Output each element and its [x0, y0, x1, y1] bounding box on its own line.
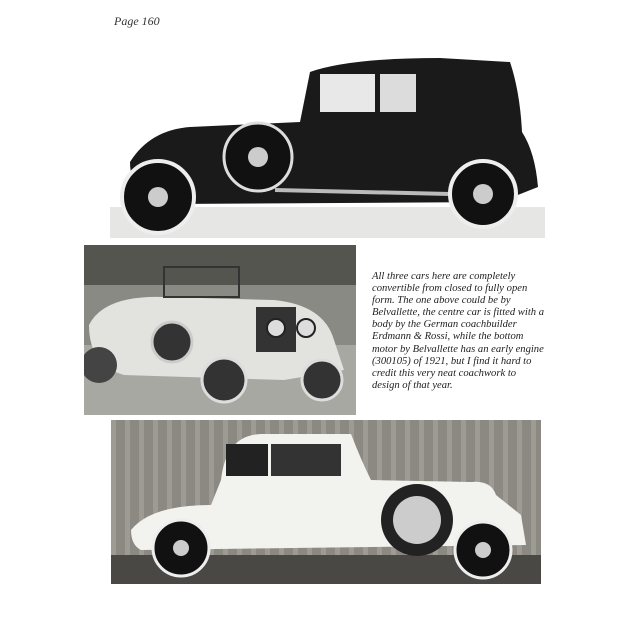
bottom-car-photo — [111, 420, 541, 584]
top-car-photo — [110, 52, 545, 238]
photo-caption: All three cars here are completely convertible from closed to fully open form. The one above could be by Belvallette, the centre car is fitted with a body by the German coachbuilder Erdmann & Rossi, while the bottom motor by Belvallette has an early engine (300105) of 1921, but I find it hard to credit this very neat coachwork to design of that year. — [372, 271, 545, 391]
page-number: Page 160 — [114, 14, 160, 28]
centre-car-photo — [84, 245, 356, 415]
